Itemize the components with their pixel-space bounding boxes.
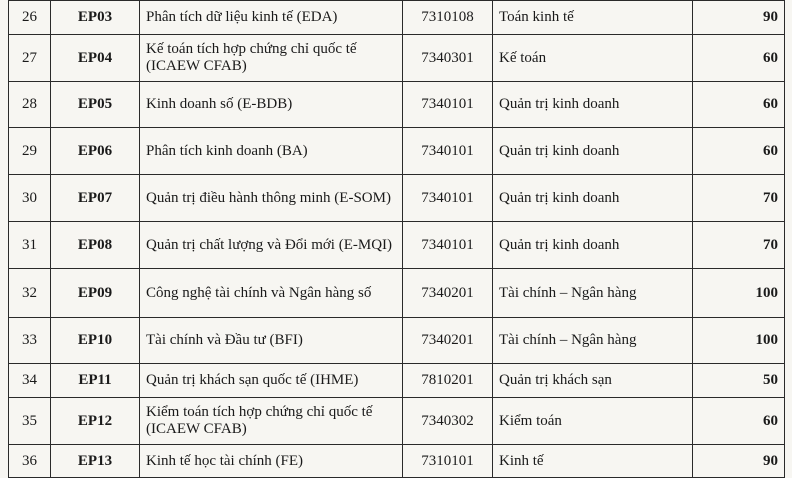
major-code: 7340302 [403, 398, 493, 445]
major-name: Tài chính – Ngân hàng [493, 269, 693, 318]
row-number: 29 [9, 128, 51, 175]
major-code: 7340101 [403, 128, 493, 175]
quota: 70 [693, 175, 785, 222]
table-row [9, 269, 785, 318]
row-number: 34 [9, 364, 51, 398]
program-name: Kinh tế học tài chính (FE) [140, 445, 403, 478]
quota: 60 [693, 35, 785, 82]
major-name: Quản trị kinh doanh [493, 128, 693, 175]
major-name: Kế toán [493, 35, 693, 82]
major-code: 7340201 [403, 318, 493, 364]
program-name: Kiểm toán tích hợp chứng chỉ quốc tế (ICAEW CFAB) [140, 398, 403, 445]
quota: 100 [693, 269, 785, 318]
major-code: 7810201 [403, 364, 493, 398]
row-number: 26 [9, 1, 51, 35]
major-name: Quản trị kinh doanh [493, 175, 693, 222]
table-row [9, 364, 785, 398]
program-code: EP10 [51, 318, 140, 364]
row-number: 31 [9, 222, 51, 269]
program-name: Quản trị khách sạn quốc tế (IHME) [140, 364, 403, 398]
table-row [9, 35, 785, 82]
quota: 70 [693, 222, 785, 269]
table-row [9, 82, 785, 128]
quota: 50 [693, 364, 785, 398]
program-code: EP12 [51, 398, 140, 445]
major-code: 7310108 [403, 1, 493, 35]
row-number: 32 [9, 269, 51, 318]
row-number: 30 [9, 175, 51, 222]
program-code: EP05 [51, 82, 140, 128]
program-name: Công nghệ tài chính và Ngân hàng số [140, 269, 403, 318]
program-name: Kế toán tích hợp chứng chỉ quốc tế (ICAEW CFAB) [140, 35, 403, 82]
major-code: 7340301 [403, 35, 493, 82]
major-name: Kinh tế [493, 445, 693, 478]
program-code: EP04 [51, 35, 140, 82]
major-code: 7340101 [403, 82, 493, 128]
table-row [9, 318, 785, 364]
major-code: 7310101 [403, 445, 493, 478]
program-name: Tài chính và Đầu tư (BFI) [140, 318, 403, 364]
table-row [9, 222, 785, 269]
row-number: 28 [9, 82, 51, 128]
major-name: Quản trị khách sạn [493, 364, 693, 398]
major-code: 7340101 [403, 175, 493, 222]
row-number: 35 [9, 398, 51, 445]
program-code: EP07 [51, 175, 140, 222]
program-code: EP08 [51, 222, 140, 269]
quota: 100 [693, 318, 785, 364]
quota: 60 [693, 398, 785, 445]
table-row [9, 398, 785, 445]
quota: 90 [693, 1, 785, 35]
major-name: Kiểm toán [493, 398, 693, 445]
major-code: 7340201 [403, 269, 493, 318]
program-name: Kinh doanh số (E-BDB) [140, 82, 403, 128]
major-name: Quản trị kinh doanh [493, 222, 693, 269]
program-name: Quản trị chất lượng và Đổi mới (E-MQI) [140, 222, 403, 269]
row-number: 33 [9, 318, 51, 364]
quota: 90 [693, 445, 785, 478]
row-number: 36 [9, 445, 51, 478]
program-name: Phân tích dữ liệu kinh tế (EDA) [140, 1, 403, 35]
major-code: 7340101 [403, 222, 493, 269]
quota: 60 [693, 128, 785, 175]
table-row [9, 445, 785, 478]
table-row [9, 175, 785, 222]
program-code: EP11 [51, 364, 140, 398]
program-table [8, 0, 785, 478]
program-code: EP09 [51, 269, 140, 318]
table-row [9, 1, 785, 35]
major-name: Tài chính – Ngân hàng [493, 318, 693, 364]
program-name: Phân tích kinh doanh (BA) [140, 128, 403, 175]
major-name: Quản trị kinh doanh [493, 82, 693, 128]
program-code: EP06 [51, 128, 140, 175]
program-code: EP13 [51, 445, 140, 478]
program-code: EP03 [51, 1, 140, 35]
table-row [9, 128, 785, 175]
quota: 60 [693, 82, 785, 128]
major-name: Toán kinh tế [493, 1, 693, 35]
row-number: 27 [9, 35, 51, 82]
program-name: Quản trị điều hành thông minh (E-SOM) [140, 175, 403, 222]
